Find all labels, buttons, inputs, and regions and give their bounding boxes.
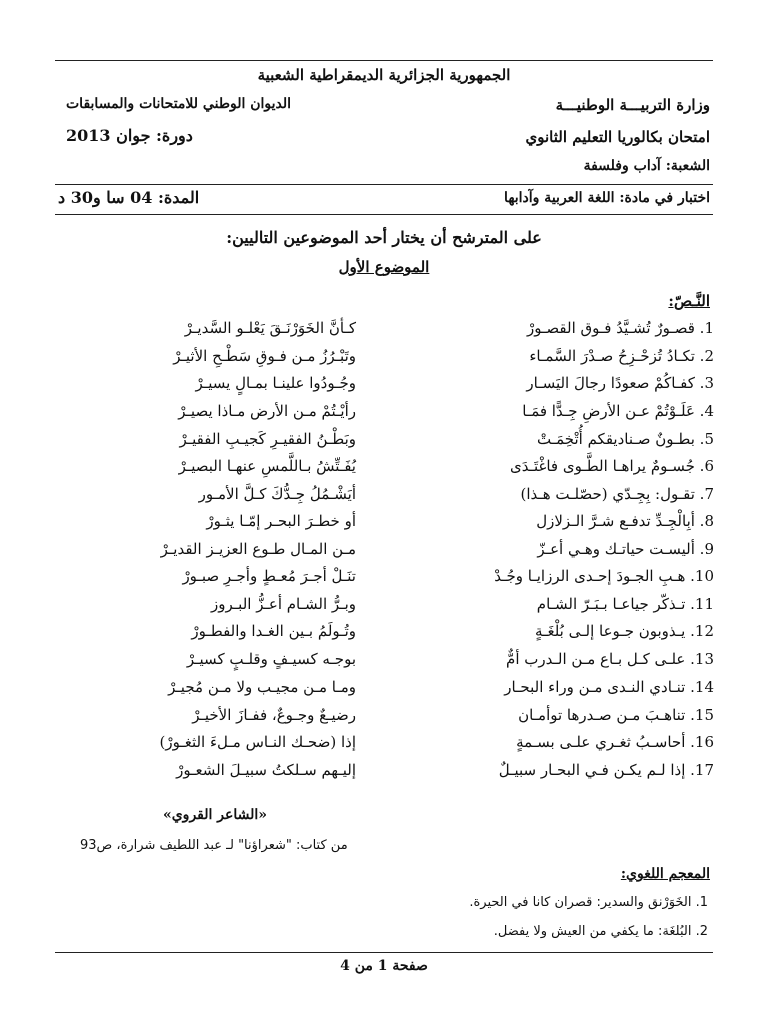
poem-line-11-first: 11. تـذكّر جياعـا بـبَـرّ الشـام [536, 595, 714, 613]
poem-line-14-first: 14. تنـادي النـدى مـن وراء البحـار [504, 678, 714, 696]
glossary-item-2: 2. البُلغَة: ما يكفي من العيش ولا يفضل. [493, 924, 708, 939]
office-label: الديوان الوطني للامتحانات والمسابقات [66, 96, 292, 112]
poem-line-4-first: 4. عَلَـوْتُمْ عـن الأرضِ جِـدًّا فمَـا [522, 402, 714, 420]
glossary-title: المعجم اللغوي: [620, 866, 710, 882]
poem-line-16-first: 16. أحاسـبُ ثغـري علـى بسـمةٍ [516, 733, 714, 751]
poem-line-9-second: مـن المـال طـوع العزيـز القديـرْ [160, 540, 356, 558]
poem-line-3-second: وجُـودُوا علينـا بمـالٍ يسيـرْ [195, 374, 356, 392]
poem-line-7-second: أيَشْـمُلُ جِـدُّكَ كـلَّ الأمـور [198, 485, 356, 503]
duration-label: المدة: 04 سا و30 د [58, 188, 200, 207]
branch-label: الشعبة: آداب وفلسفة [583, 158, 710, 174]
top-rule [55, 60, 713, 61]
poem-line-15-second: رضيـعٌ وجـوعٌ، ففـازَ الأخيـرْ [192, 706, 356, 724]
poem-line-13-second: بوجـه كسيـفٍ وقلـبٍ كسيـرْ [186, 650, 356, 668]
poem-line-2-second: وتَبْـرُزُ مـن فـوقِ سَطْـحِ الأثيـرْ [173, 347, 356, 365]
poem-line-15-first: 15. تناهـبَ مـن صـدرها توأمـان [518, 706, 714, 724]
ministry-label: وزارة التربيـــة الوطنيـــة [555, 96, 710, 114]
poem-line-10-second: تنَـلْ أجـرَ مُعـطٍ وأجـرِ صبـورْ [182, 567, 356, 585]
poem-line-10-first: 10. هـبِ الجـودَ إحـدى الرزايـا وجُـدْ [494, 567, 714, 585]
poem-line-7-first: 7. تقـول: بِجِـدّي (حصّلـت هـذا) [520, 485, 714, 503]
poem-line-17-first: 17. إذا لـم يكـن فـي البحـار سبيـلٌ [498, 761, 714, 779]
poet-name: «الشاعر القروي» [162, 807, 268, 823]
republic-title: الجمهورية الجزائرية الديمقراطية الشعبية [257, 66, 511, 84]
poem-line-12-first: 12. يـذوبون جـوعا إلـى بُلْغَـةٍ [535, 622, 714, 640]
header-rule [55, 184, 713, 185]
text-label: النَّـصّ: [668, 292, 710, 310]
page-number: صفحة 1 من 4 [340, 958, 428, 974]
poem-line-5-first: 5. بطـونٌ صـناديقكم أُتْخِمَـتْ [536, 430, 714, 448]
glossary-item-1: 1. الخَوَرْنق والسدير: قصران كانا في الحيرة. [469, 895, 708, 910]
poem-line-6-first: 6. جُسـومٌ يراهـا الطَّـوى فاغْتَـدَى [509, 457, 714, 475]
poem-line-16-second: إذا (ضحـك النـاس مـلءَ الثغـورْ) [159, 733, 356, 751]
poem-line-6-second: يُفَـتِّشُ بـاللَّمسِ عنهـا البصيـرْ [178, 457, 356, 475]
exam-label: امتحان بكالوريا التعليم الثانوي [525, 128, 710, 146]
poem-line-4-second: رأيْـتُمْ مـن الأرض مـاذا يصيـرْ [178, 402, 356, 420]
poem-line-13-first: 13. علـى كـل بـاع مـن الـدرب أمٌّ [506, 650, 714, 668]
source-citation: من كتاب: "شعراؤنا" لـ عبد اللطيف شرارة، ص93 [80, 838, 348, 853]
session-label: دورة: جوان 2013 [66, 126, 193, 145]
poem-line-17-second: إليـهم سـلكتُ سبيـلَ الشعـورْ [176, 761, 356, 779]
poem-line-1-second: كـأنَّ الخَوَرْنَـقَ يَعْلـو السَّديـرْ [184, 319, 356, 337]
poem-line-11-second: وبـرُّ الشـام أعـزُّ البـروز [211, 595, 356, 613]
poem-line-9-first: 9. أليسـت حياتـك وهـي أعـزّ [537, 540, 714, 558]
poem-line-3-first: 3. كفـاكُمْ صعودًا رجالَ اليَسـار [526, 374, 714, 392]
footer-rule [55, 952, 713, 953]
poem-line-5-second: وبَطْـنُ الفقيـرِ كَجيـبِ الفقيـرْ [179, 430, 356, 448]
poem-line-1-first: 1. قصـورٌ تُشـيَّدُ فـوق القصـورْ [527, 319, 714, 337]
poem-line-14-second: ومـا مـن مجيـب ولا مـن مُجيـرْ [168, 678, 356, 696]
subject-rule [55, 214, 713, 215]
poem-line-8-first: 8. أبِالْجِـدِّ تدفـع شـرَّ الـزلازل [536, 512, 714, 530]
subject-label: اختبار في مادة: اللغة العربية وآدابها [504, 190, 710, 206]
poem-line-12-second: وتُـولَمُ بـين الغـدا والفطـورْ [191, 622, 356, 640]
topic-title: الموضوع الأول [338, 258, 430, 276]
poem-line-2-first: 2. تكـادُ تُزحْـزِحُ صـدْرَ السَّمـاء [529, 347, 714, 365]
poem-line-8-second: أو خطـرَ البحـر إمّـا يثـورْ [206, 512, 356, 530]
instruction-text: على المترشح أن يختار أحد الموضوعين التاليين: [226, 228, 542, 247]
